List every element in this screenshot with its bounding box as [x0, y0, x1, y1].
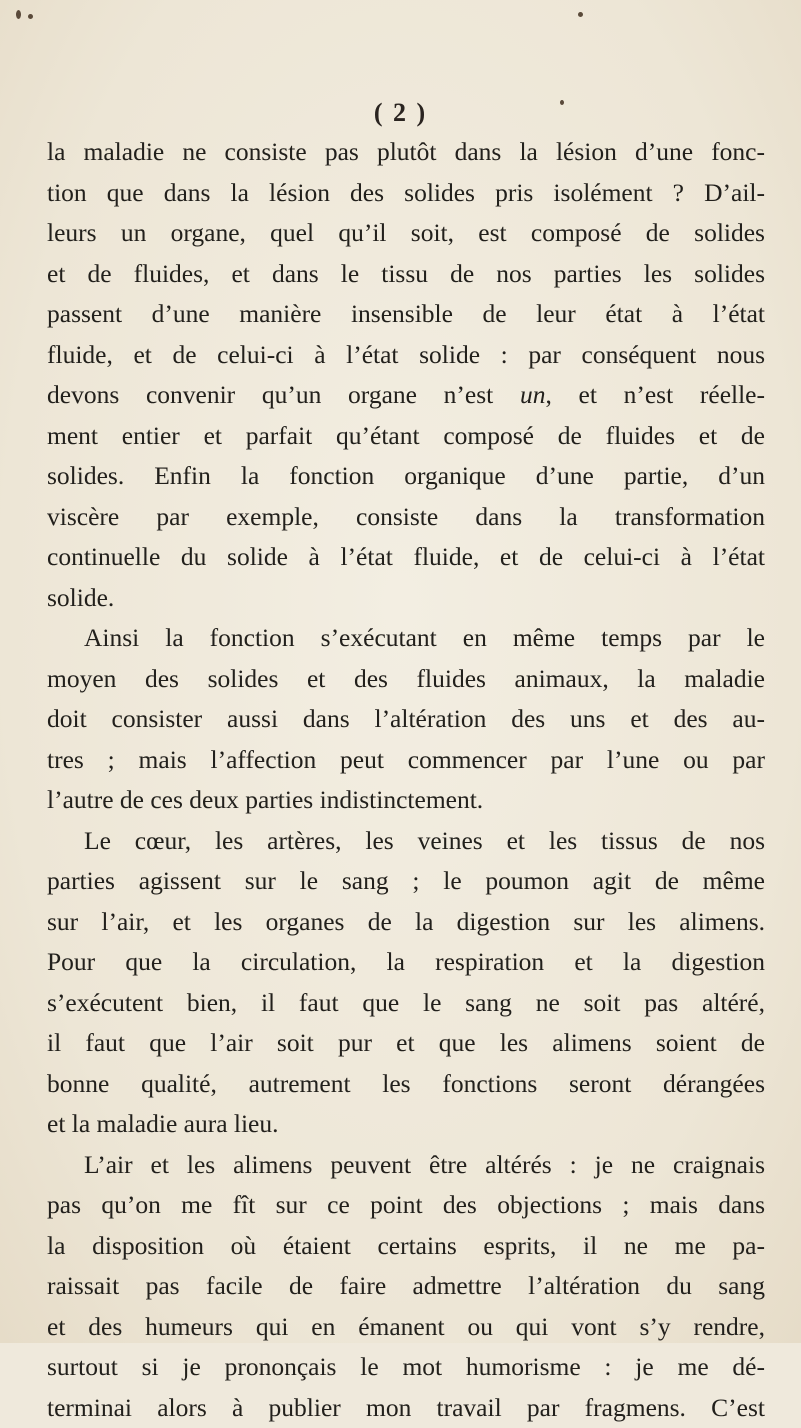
ink-speck: [578, 12, 583, 17]
text-line: viscère par exemple, consiste dans la transformation: [47, 497, 765, 538]
paragraph-start-line: Ainsi la fonction s’exécutant en même temps par le: [47, 618, 765, 659]
body-text: [47, 132, 765, 1428]
text-line: fluide, et de celui-ci à l’état solide : par conséquent nous: [47, 335, 765, 376]
text-line: moyen des solides et des fluides animaux, la maladie: [47, 659, 765, 700]
ink-speck: [28, 14, 33, 19]
text-line: [47, 375, 765, 416]
text-segment: devons convenir qu’un organe n’est: [47, 380, 520, 409]
text-segment: , et n’est réelle-: [545, 380, 765, 409]
text-line: terminai alors à publier mon travail par fragmens. C’est: [47, 1388, 765, 1428]
paragraph-end-line: et la maladie aura lieu.: [47, 1104, 765, 1145]
text-line: raissait pas facile de faire admettre l’altération du sang: [47, 1266, 765, 1307]
text-line: doit consister aussi dans l’altération des uns et des au-: [47, 699, 765, 740]
paragraph-start-line: Le cœur, les artères, les veines et les tissus de nos: [47, 821, 765, 862]
text-line: ment entier et parfait qu’étant composé de fluides et de: [47, 416, 765, 457]
text-line: parties agissent sur le sang ; le poumon agit de même: [47, 861, 765, 902]
text-line: tion que dans la lésion des solides pris isolément ? D’ail-: [47, 173, 765, 214]
text-line: s’exécutent bien, il faut que le sang ne soit pas altéré,: [47, 983, 765, 1024]
text-line: surtout si je prononçais le mot humorisme : je me dé-: [47, 1347, 765, 1388]
text-line: solides. Enfin la fonction organique d’une partie, d’un: [47, 456, 765, 497]
text-line: continuelle du solide à l’état fluide, et de celui-ci à l’état: [47, 537, 765, 578]
page-number: ( 2 ): [0, 98, 801, 128]
text-line: la disposition où étaient certains esprits, il ne me pa-: [47, 1226, 765, 1267]
text-line: et des humeurs qui en émanent ou qui vont s’y rendre,: [47, 1307, 765, 1348]
text-line: il faut que l’air soit pur et que les alimens soient de: [47, 1023, 765, 1064]
text-line: leurs un organe, quel qu’il soit, est composé de solides: [47, 213, 765, 254]
text-line: tres ; mais l’affection peut commencer par l’une ou par: [47, 740, 765, 781]
text-line: passent d’une manière insensible de leur état à l’état: [47, 294, 765, 335]
text-line: Pour que la circulation, la respiration et la digestion: [47, 942, 765, 983]
text-line: sur l’air, et les organes de la digestion sur les alimens.: [47, 902, 765, 943]
emphasized-word: un: [520, 380, 546, 409]
text-line: bonne qualité, autrement les fonctions seront dérangées: [47, 1064, 765, 1105]
paragraph-end-line: solide.: [47, 578, 765, 619]
text-line: la maladie ne consiste pas plutôt dans la lésion d’une fonc-: [47, 132, 765, 173]
paragraph-start-line: L’air et les alimens peuvent être altérés : je ne craignais: [47, 1145, 765, 1186]
text-line: pas qu’on me fît sur ce point des objections ; mais dans: [47, 1185, 765, 1226]
ink-speck: [16, 10, 21, 19]
text-line: et de fluides, et dans le tissu de nos parties les solides: [47, 254, 765, 295]
paragraph-end-line: l’autre de ces deux parties indistinctement.: [47, 780, 765, 821]
